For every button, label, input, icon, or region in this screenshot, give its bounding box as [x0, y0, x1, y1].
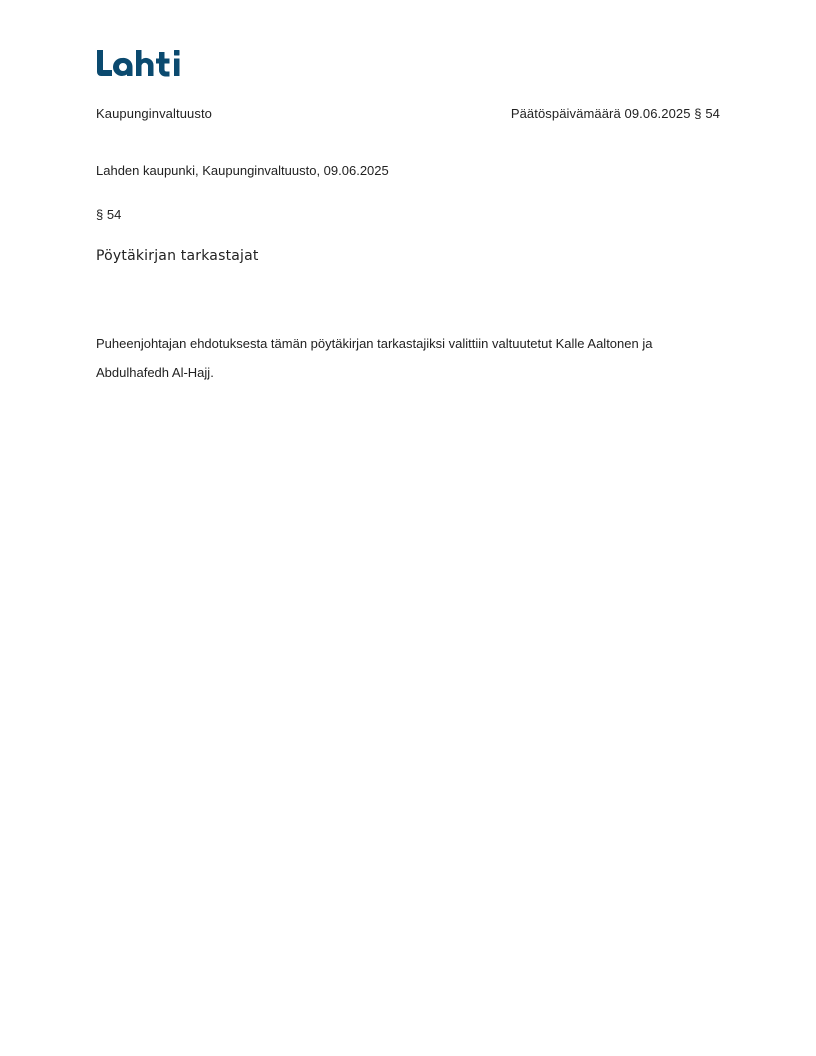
organ-name: Kaupunginvaltuusto: [96, 106, 213, 121]
section-number: § 54: [96, 207, 122, 222]
decision-date: Päätöspäivämäärä 09.06.2025 § 54: [510, 106, 720, 121]
meeting-line: Lahden kaupunki, Kaupunginvaltuusto, 09.06.2025: [96, 163, 389, 178]
lahti-logo: [96, 46, 188, 82]
section-title: Pöytäkirjan tarkastajat: [96, 248, 259, 264]
decision-paragraph: Puheenjohtajan ehdotuksesta tämän pöytäkirjan tarkastajiksi valittiin valtuutetut Kalle Aaltonen ja Abdulhafedh Al-Hajj.: [96, 336, 653, 380]
